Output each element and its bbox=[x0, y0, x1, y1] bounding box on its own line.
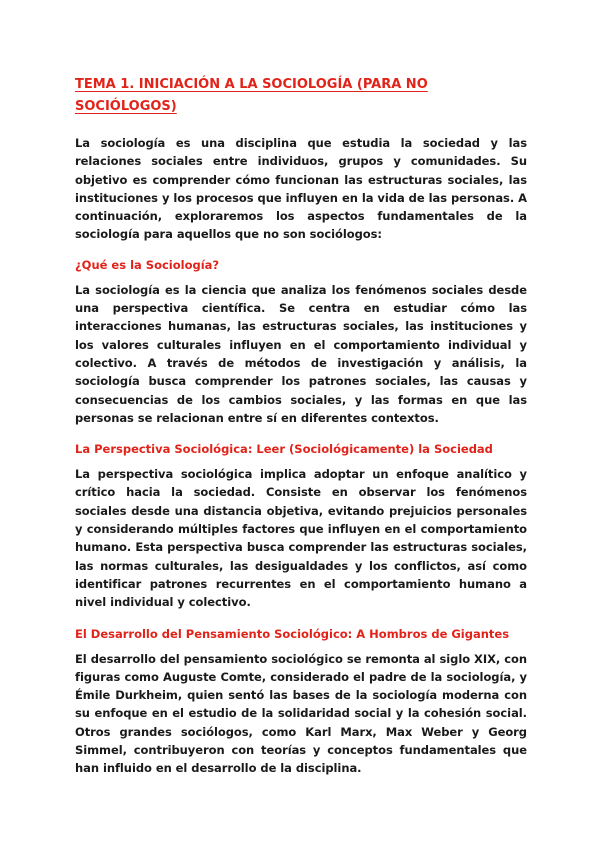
section-heading-perspectiva: La Perspectiva Sociológica: Leer (Sociológicamente) la Sociedad bbox=[75, 442, 493, 457]
section-body-desarrollo: El desarrollo del pensamiento sociológico se remonta al siglo XIX, con figuras como Auguste Comte, considerado el padre de la sociología, y Émile Durkheim, quien sentó las bases de la sociología moderna con su enfoque en el estudio de la solidaridad social y la cohesión social. Otros grandes sociólogos, como Karl Marx, Max Weber y Georg Simmel, contribuyeron con teorías y conceptos fundamentales que han influido en el desarrollo de la disciplina. bbox=[75, 651, 527, 776]
section-body-perspectiva: La perspectiva sociológica implica adoptar un enfoque analítico y crítico hacia la sociedad. Consiste en observar los fenómenos sociales desde una distancia objetiva, evitando prejuicios personales y considerando múltiples factores que influyen en el comportamiento humano. Esta perspectiva busca comprender las estructuras sociales, las normas culturales, las desigualdades y los conflictos, así como identificar patrones recurrentes en el comportamiento humano a nivel individual y colectivo. bbox=[75, 467, 527, 610]
page-title: TEMA 1. INICIACIÓN A LA SOCIOLOGÍA (PARA NO SOCIÓLOGOS) bbox=[75, 77, 428, 114]
section-heading-que-es: ¿Qué es la Sociología? bbox=[75, 257, 220, 272]
intro-paragraph: La sociología es una disciplina que estudia la sociedad y las relaciones sociales entre individuos, grupos y comunidades. Su objetivo es comprender cómo funcionan las estructuras sociales, las instituciones y los procesos que influyen en la vida de las personas. A continuación, exploraremos los aspectos fundamentales de la sociología para aquellos que no son sociólogos: bbox=[75, 136, 527, 242]
document-page bbox=[75, 74, 527, 791]
section-heading-desarrollo: El Desarrollo del Pensamiento Sociológico: A Hombros de Gigantes bbox=[75, 626, 510, 641]
section-body-que-es: La sociología es la ciencia que analiza los fenómenos sociales desde una perspectiva científica. Se centra en estudiar cómo las interacciones humanas, las estructuras sociales, las instituciones y los valores culturales influyen en el comportamiento individual y colectivo. A través de métodos de investigación y análisis, la sociología busca comprender los patrones sociales, las causas y consecuencias de los cambios sociales, y las formas en que las personas se relacionan entre sí en diferentes contextos. bbox=[75, 282, 527, 425]
